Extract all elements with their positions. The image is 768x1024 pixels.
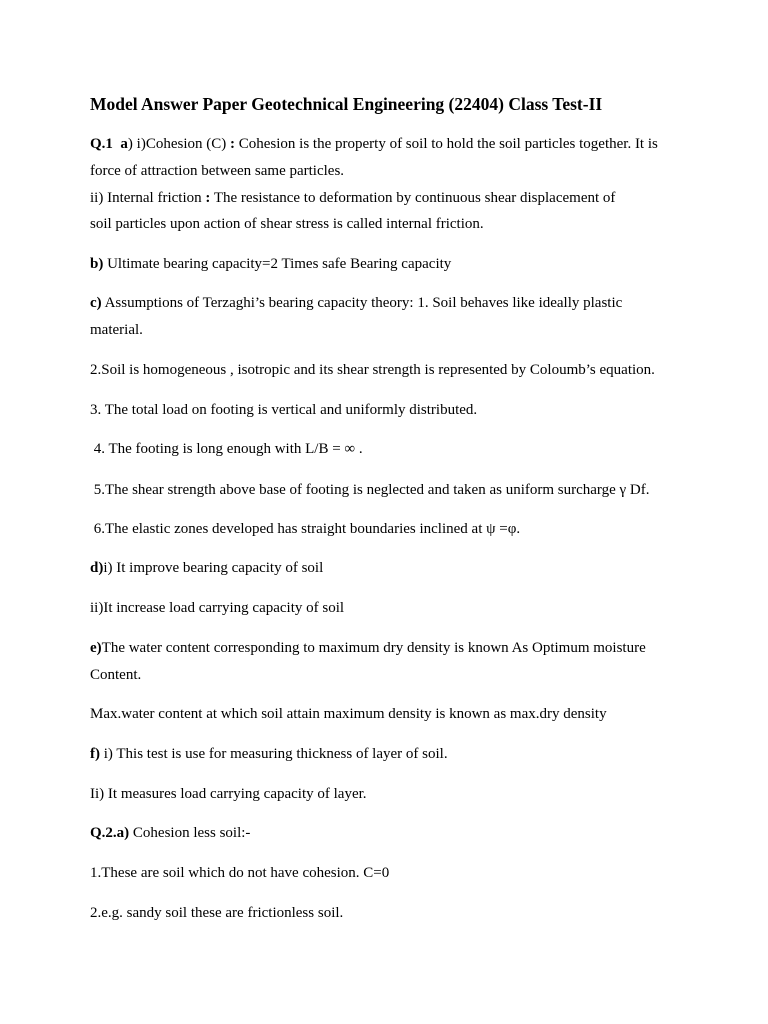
q1e-label: e) (90, 640, 102, 656)
q1-label: Q.1 (90, 136, 113, 152)
q1c-point-3: 3. The total load on footing is vertical and uniformly distributed. (90, 402, 478, 418)
q2a-line-1: Q.2.a) Cohesion less soil:- (90, 825, 251, 841)
q1c-point-4: 4. The footing is long enough with L/B = ∞ . (90, 441, 363, 457)
q1e-line-2: Content. (90, 667, 142, 683)
q1e-line-1: e)The water content corresponding to maximum dry density is known As Optimum moisture (90, 640, 646, 656)
q1d-line-2: ii)It increase load carrying capacity of soil (90, 600, 345, 616)
q1d-line-1: d)i) It improve bearing capacity of soil (90, 560, 324, 576)
page-title: Model Answer Paper Geotechnical Engineering (22404) Class Test-II (90, 94, 603, 114)
q2a-point-2: 2.e.g. sandy soil these are frictionless soil. (90, 905, 344, 921)
q1a-line-3: ii) Internal friction : The resistance to deformation by continuous shear displacement of (90, 190, 616, 206)
q1a-line-2: force of attraction between same particles. (90, 163, 345, 179)
q1b-label: b) (90, 256, 104, 272)
q1a-label: a (120, 136, 128, 152)
q1c-point-5: 5.The shear strength above base of footing is neglected and taken as uniform surcharge γ Df. (90, 482, 650, 498)
q1f-label: f) (90, 746, 100, 762)
q2a-point-1: 1.These are soil which do not have cohesion. C=0 (90, 865, 390, 881)
q1c-point-2: 2.Soil is homogeneous , isotropic and its shear strength is represented by Coloumb’s equation. (90, 362, 655, 378)
q1a-line-1: Q.1 a) i)Cohesion (C) : Cohesion is the property of soil to hold the soil particles together. It is (90, 136, 658, 152)
q1a-line-4: soil particles upon action of shear stress is called internal friction. (90, 216, 484, 232)
q1d-label: d) (90, 560, 104, 576)
q1e-line-3: Max.water content at which soil attain maximum density is known as max.dry density (90, 706, 607, 722)
q1b-line: b) Ultimate bearing capacity=2 Times safe Bearing capacity (90, 256, 452, 272)
q1f-line-2: Ii) It measures load carrying capacity of layer. (90, 786, 367, 802)
q1f-line-1: f) i) This test is use for measuring thickness of layer of soil. (90, 746, 448, 762)
q1c-line-2: material. (90, 322, 143, 338)
q2a-label: Q.2.a) (90, 825, 130, 841)
q1c-line-1: c) Assumptions of Terzaghi’s bearing capacity theory: 1. Soil behaves like ideally plastic (90, 295, 623, 311)
q1c-point-6: 6.The elastic zones developed has straight boundaries inclined at ψ =φ. (90, 521, 521, 537)
q1c-label: c) (90, 295, 102, 311)
